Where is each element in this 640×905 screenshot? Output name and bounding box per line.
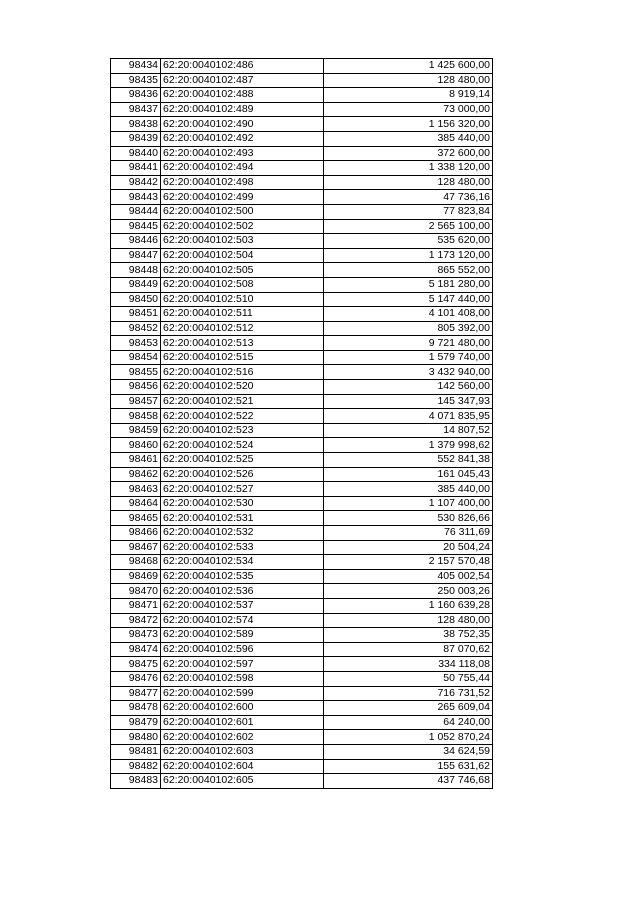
cadastral-number-cell: 62:20:0040102:530: [161, 496, 324, 511]
table-row: [111, 365, 493, 380]
cadastral-number-cell: 62:20:0040102:533: [161, 540, 324, 555]
table-row: [111, 102, 493, 117]
row-number-cell: 98456: [111, 380, 161, 395]
cadastral-value-cell: 2 565 100,00: [324, 219, 493, 234]
cadastral-value-cell: 1 160 639,28: [324, 598, 493, 613]
row-number-cell: 98444: [111, 204, 161, 219]
table-row: [111, 774, 493, 789]
row-number-cell: 98448: [111, 263, 161, 278]
cadastral-value-cell: 1 425 600,00: [324, 59, 493, 74]
table-row: [111, 511, 493, 526]
cadastral-value-cell: 1 338 120,00: [324, 161, 493, 176]
row-number-cell: 98445: [111, 219, 161, 234]
row-number-cell: 98439: [111, 131, 161, 146]
table-row: [111, 73, 493, 88]
cadastral-number-cell: 62:20:0040102:499: [161, 190, 324, 205]
row-number-cell: 98450: [111, 292, 161, 307]
table-row: [111, 657, 493, 672]
cadastral-value-cell: 405 002,54: [324, 569, 493, 584]
cadastral-number-cell: 62:20:0040102:486: [161, 59, 324, 74]
cadastral-number-cell: 62:20:0040102:532: [161, 526, 324, 541]
row-number-cell: 98446: [111, 234, 161, 249]
cadastral-value-cell: 1 173 120,00: [324, 248, 493, 263]
row-number-cell: 98451: [111, 307, 161, 322]
row-number-cell: 98436: [111, 88, 161, 103]
cadastral-number-cell: 62:20:0040102:516: [161, 365, 324, 380]
row-number-cell: 98480: [111, 730, 161, 745]
cadastral-value-cell: 50 755,44: [324, 671, 493, 686]
cadastral-value-cell: 34 624,59: [324, 744, 493, 759]
table-row: [111, 409, 493, 424]
cadastral-number-cell: 62:20:0040102:493: [161, 146, 324, 161]
row-number-cell: 98453: [111, 336, 161, 351]
row-number-cell: 98460: [111, 438, 161, 453]
table-row: [111, 88, 493, 103]
row-number-cell: 98434: [111, 59, 161, 74]
table-row: [111, 117, 493, 132]
table-row: [111, 204, 493, 219]
table-row: [111, 540, 493, 555]
cadastral-number-cell: 62:20:0040102:510: [161, 292, 324, 307]
table-row: [111, 175, 493, 190]
table-row: [111, 263, 493, 278]
cadastral-number-cell: 62:20:0040102:502: [161, 219, 324, 234]
table-row: [111, 496, 493, 511]
table-row: [111, 715, 493, 730]
cadastral-number-cell: 62:20:0040102:500: [161, 204, 324, 219]
cadastral-value-cell: 385 440,00: [324, 131, 493, 146]
table-row: [111, 730, 493, 745]
row-number-cell: 98457: [111, 394, 161, 409]
cadastral-value-cell: 47 736,16: [324, 190, 493, 205]
row-number-cell: 98468: [111, 555, 161, 570]
row-number-cell: 98437: [111, 102, 161, 117]
row-number-cell: 98454: [111, 350, 161, 365]
cadastral-value-cell: 250 003,26: [324, 584, 493, 599]
cadastral-number-cell: 62:20:0040102:537: [161, 598, 324, 613]
cadastral-value-cell: 145 347,93: [324, 394, 493, 409]
cadastral-value-cell: 142 560,00: [324, 380, 493, 395]
table-row: [111, 292, 493, 307]
row-number-cell: 98473: [111, 628, 161, 643]
row-number-cell: 98459: [111, 423, 161, 438]
table-row: [111, 380, 493, 395]
row-number-cell: 98458: [111, 409, 161, 424]
cadastral-value-cell: 87 070,62: [324, 642, 493, 657]
table-row: [111, 277, 493, 292]
table-row: [111, 234, 493, 249]
table-row: [111, 642, 493, 657]
table-body: [111, 59, 493, 789]
cadastral-number-cell: 62:20:0040102:527: [161, 482, 324, 497]
cadastral-value-cell: 265 609,04: [324, 701, 493, 716]
cadastral-number-cell: 62:20:0040102:489: [161, 102, 324, 117]
cadastral-value-cell: 4 101 408,00: [324, 307, 493, 322]
cadastral-number-cell: 62:20:0040102:504: [161, 248, 324, 263]
cadastral-value-cell: 372 600,00: [324, 146, 493, 161]
cadastral-value-cell: 73 000,00: [324, 102, 493, 117]
row-number-cell: 98441: [111, 161, 161, 176]
row-number-cell: 98443: [111, 190, 161, 205]
table-row: [111, 146, 493, 161]
row-number-cell: 98469: [111, 569, 161, 584]
cadastral-number-cell: 62:20:0040102:515: [161, 350, 324, 365]
cadastral-value-cell: 805 392,00: [324, 321, 493, 336]
cadastral-value-cell: 437 746,68: [324, 774, 493, 789]
table-row: [111, 438, 493, 453]
cadastral-number-cell: 62:20:0040102:522: [161, 409, 324, 424]
cadastral-value-cell: 8 919,14: [324, 88, 493, 103]
cadastral-value-cell: 2 157 570,48: [324, 555, 493, 570]
table-row: [111, 744, 493, 759]
cadastral-number-cell: 62:20:0040102:603: [161, 744, 324, 759]
row-number-cell: 98449: [111, 277, 161, 292]
cadastral-number-cell: 62:20:0040102:513: [161, 336, 324, 351]
cadastral-number-cell: 62:20:0040102:596: [161, 642, 324, 657]
cadastral-number-cell: 62:20:0040102:525: [161, 453, 324, 468]
table-row: [111, 686, 493, 701]
cadastral-number-cell: 62:20:0040102:589: [161, 628, 324, 643]
row-number-cell: 98483: [111, 774, 161, 789]
cadastral-number-cell: 62:20:0040102:598: [161, 671, 324, 686]
row-number-cell: 98462: [111, 467, 161, 482]
cadastral-number-cell: 62:20:0040102:523: [161, 423, 324, 438]
cadastral-value-cell: 865 552,00: [324, 263, 493, 278]
row-number-cell: 98482: [111, 759, 161, 774]
cadastral-number-cell: 62:20:0040102:512: [161, 321, 324, 336]
table-row: [111, 584, 493, 599]
cadastral-number-cell: 62:20:0040102:508: [161, 277, 324, 292]
table-row: [111, 701, 493, 716]
cadastral-value-cell: 1 579 740,00: [324, 350, 493, 365]
cadastral-value-cell: 5 147 440,00: [324, 292, 493, 307]
cadastral-value-cell: 1 107 400,00: [324, 496, 493, 511]
cadastral-value-cell: 535 620,00: [324, 234, 493, 249]
row-number-cell: 98461: [111, 453, 161, 468]
cadastral-number-cell: 62:20:0040102:520: [161, 380, 324, 395]
row-number-cell: 98464: [111, 496, 161, 511]
table-row: [111, 321, 493, 336]
row-number-cell: 98440: [111, 146, 161, 161]
table-row: [111, 555, 493, 570]
cadastral-number-cell: 62:20:0040102:498: [161, 175, 324, 190]
cadastral-number-cell: 62:20:0040102:605: [161, 774, 324, 789]
cadastral-value-cell: 9 721 480,00: [324, 336, 493, 351]
cadastral-number-cell: 62:20:0040102:531: [161, 511, 324, 526]
table-row: [111, 526, 493, 541]
row-number-cell: 98477: [111, 686, 161, 701]
cadastral-value-cell: 64 240,00: [324, 715, 493, 730]
row-number-cell: 98442: [111, 175, 161, 190]
table-row: [111, 598, 493, 613]
cadastral-value-cell: 155 631,62: [324, 759, 493, 774]
cadastral-value-cell: 5 181 280,00: [324, 277, 493, 292]
table-row: [111, 161, 493, 176]
table-row: [111, 131, 493, 146]
table-row: [111, 613, 493, 628]
cadastral-value-cell: 128 480,00: [324, 73, 493, 88]
table-row: [111, 219, 493, 234]
cadastral-value-cell: 716 731,52: [324, 686, 493, 701]
table-row: [111, 394, 493, 409]
table-row: [111, 350, 493, 365]
cadastral-value-table: [110, 58, 493, 789]
cadastral-number-cell: 62:20:0040102:488: [161, 88, 324, 103]
table-row: [111, 467, 493, 482]
cadastral-number-cell: 62:20:0040102:599: [161, 686, 324, 701]
row-number-cell: 98465: [111, 511, 161, 526]
table-row: [111, 453, 493, 468]
cadastral-number-cell: 62:20:0040102:534: [161, 555, 324, 570]
row-number-cell: 98452: [111, 321, 161, 336]
row-number-cell: 98438: [111, 117, 161, 132]
table-row: [111, 248, 493, 263]
table-row: [111, 423, 493, 438]
cadastral-value-cell: 38 752,35: [324, 628, 493, 643]
row-number-cell: 98467: [111, 540, 161, 555]
cadastral-value-cell: 530 826,66: [324, 511, 493, 526]
table-row: [111, 759, 493, 774]
cadastral-number-cell: 62:20:0040102:604: [161, 759, 324, 774]
cadastral-value-cell: 552 841,38: [324, 453, 493, 468]
cadastral-number-cell: 62:20:0040102:521: [161, 394, 324, 409]
cadastral-number-cell: 62:20:0040102:492: [161, 131, 324, 146]
cadastral-number-cell: 62:20:0040102:535: [161, 569, 324, 584]
table-row: [111, 671, 493, 686]
cadastral-value-cell: 1 379 998,62: [324, 438, 493, 453]
row-number-cell: 98474: [111, 642, 161, 657]
table-row: [111, 336, 493, 351]
row-number-cell: 98479: [111, 715, 161, 730]
table-row: [111, 482, 493, 497]
cadastral-number-cell: 62:20:0040102:536: [161, 584, 324, 599]
table-row: [111, 190, 493, 205]
cadastral-number-cell: 62:20:0040102:490: [161, 117, 324, 132]
cadastral-value-cell: 76 311,69: [324, 526, 493, 541]
cadastral-number-cell: 62:20:0040102:574: [161, 613, 324, 628]
row-number-cell: 98478: [111, 701, 161, 716]
row-number-cell: 98481: [111, 744, 161, 759]
row-number-cell: 98471: [111, 598, 161, 613]
row-number-cell: 98472: [111, 613, 161, 628]
cadastral-value-cell: 128 480,00: [324, 175, 493, 190]
cadastral-number-cell: 62:20:0040102:511: [161, 307, 324, 322]
cadastral-number-cell: 62:20:0040102:601: [161, 715, 324, 730]
row-number-cell: 98475: [111, 657, 161, 672]
cadastral-value-cell: 14 807,52: [324, 423, 493, 438]
table-row: [111, 307, 493, 322]
cadastral-value-cell: 1 156 320,00: [324, 117, 493, 132]
cadastral-value-cell: 1 052 870,24: [324, 730, 493, 745]
cadastral-value-cell: 334 118,08: [324, 657, 493, 672]
row-number-cell: 98455: [111, 365, 161, 380]
cadastral-number-cell: 62:20:0040102:487: [161, 73, 324, 88]
cadastral-number-cell: 62:20:0040102:526: [161, 467, 324, 482]
row-number-cell: 98447: [111, 248, 161, 263]
row-number-cell: 98463: [111, 482, 161, 497]
row-number-cell: 98466: [111, 526, 161, 541]
cadastral-value-cell: 20 504,24: [324, 540, 493, 555]
row-number-cell: 98476: [111, 671, 161, 686]
cadastral-number-cell: 62:20:0040102:503: [161, 234, 324, 249]
row-number-cell: 98470: [111, 584, 161, 599]
cadastral-number-cell: 62:20:0040102:602: [161, 730, 324, 745]
cadastral-value-cell: 128 480,00: [324, 613, 493, 628]
cadastral-number-cell: 62:20:0040102:600: [161, 701, 324, 716]
table-row: [111, 59, 493, 74]
table-row: [111, 569, 493, 584]
cadastral-number-cell: 62:20:0040102:524: [161, 438, 324, 453]
cadastral-number-cell: 62:20:0040102:505: [161, 263, 324, 278]
cadastral-value-cell: 3 432 940,00: [324, 365, 493, 380]
cadastral-number-cell: 62:20:0040102:494: [161, 161, 324, 176]
cadastral-value-cell: 385 440,00: [324, 482, 493, 497]
table-row: [111, 628, 493, 643]
row-number-cell: 98435: [111, 73, 161, 88]
cadastral-number-cell: 62:20:0040102:597: [161, 657, 324, 672]
cadastral-value-cell: 4 071 835,95: [324, 409, 493, 424]
cadastral-value-cell: 161 045,43: [324, 467, 493, 482]
cadastral-value-cell: 77 823,84: [324, 204, 493, 219]
